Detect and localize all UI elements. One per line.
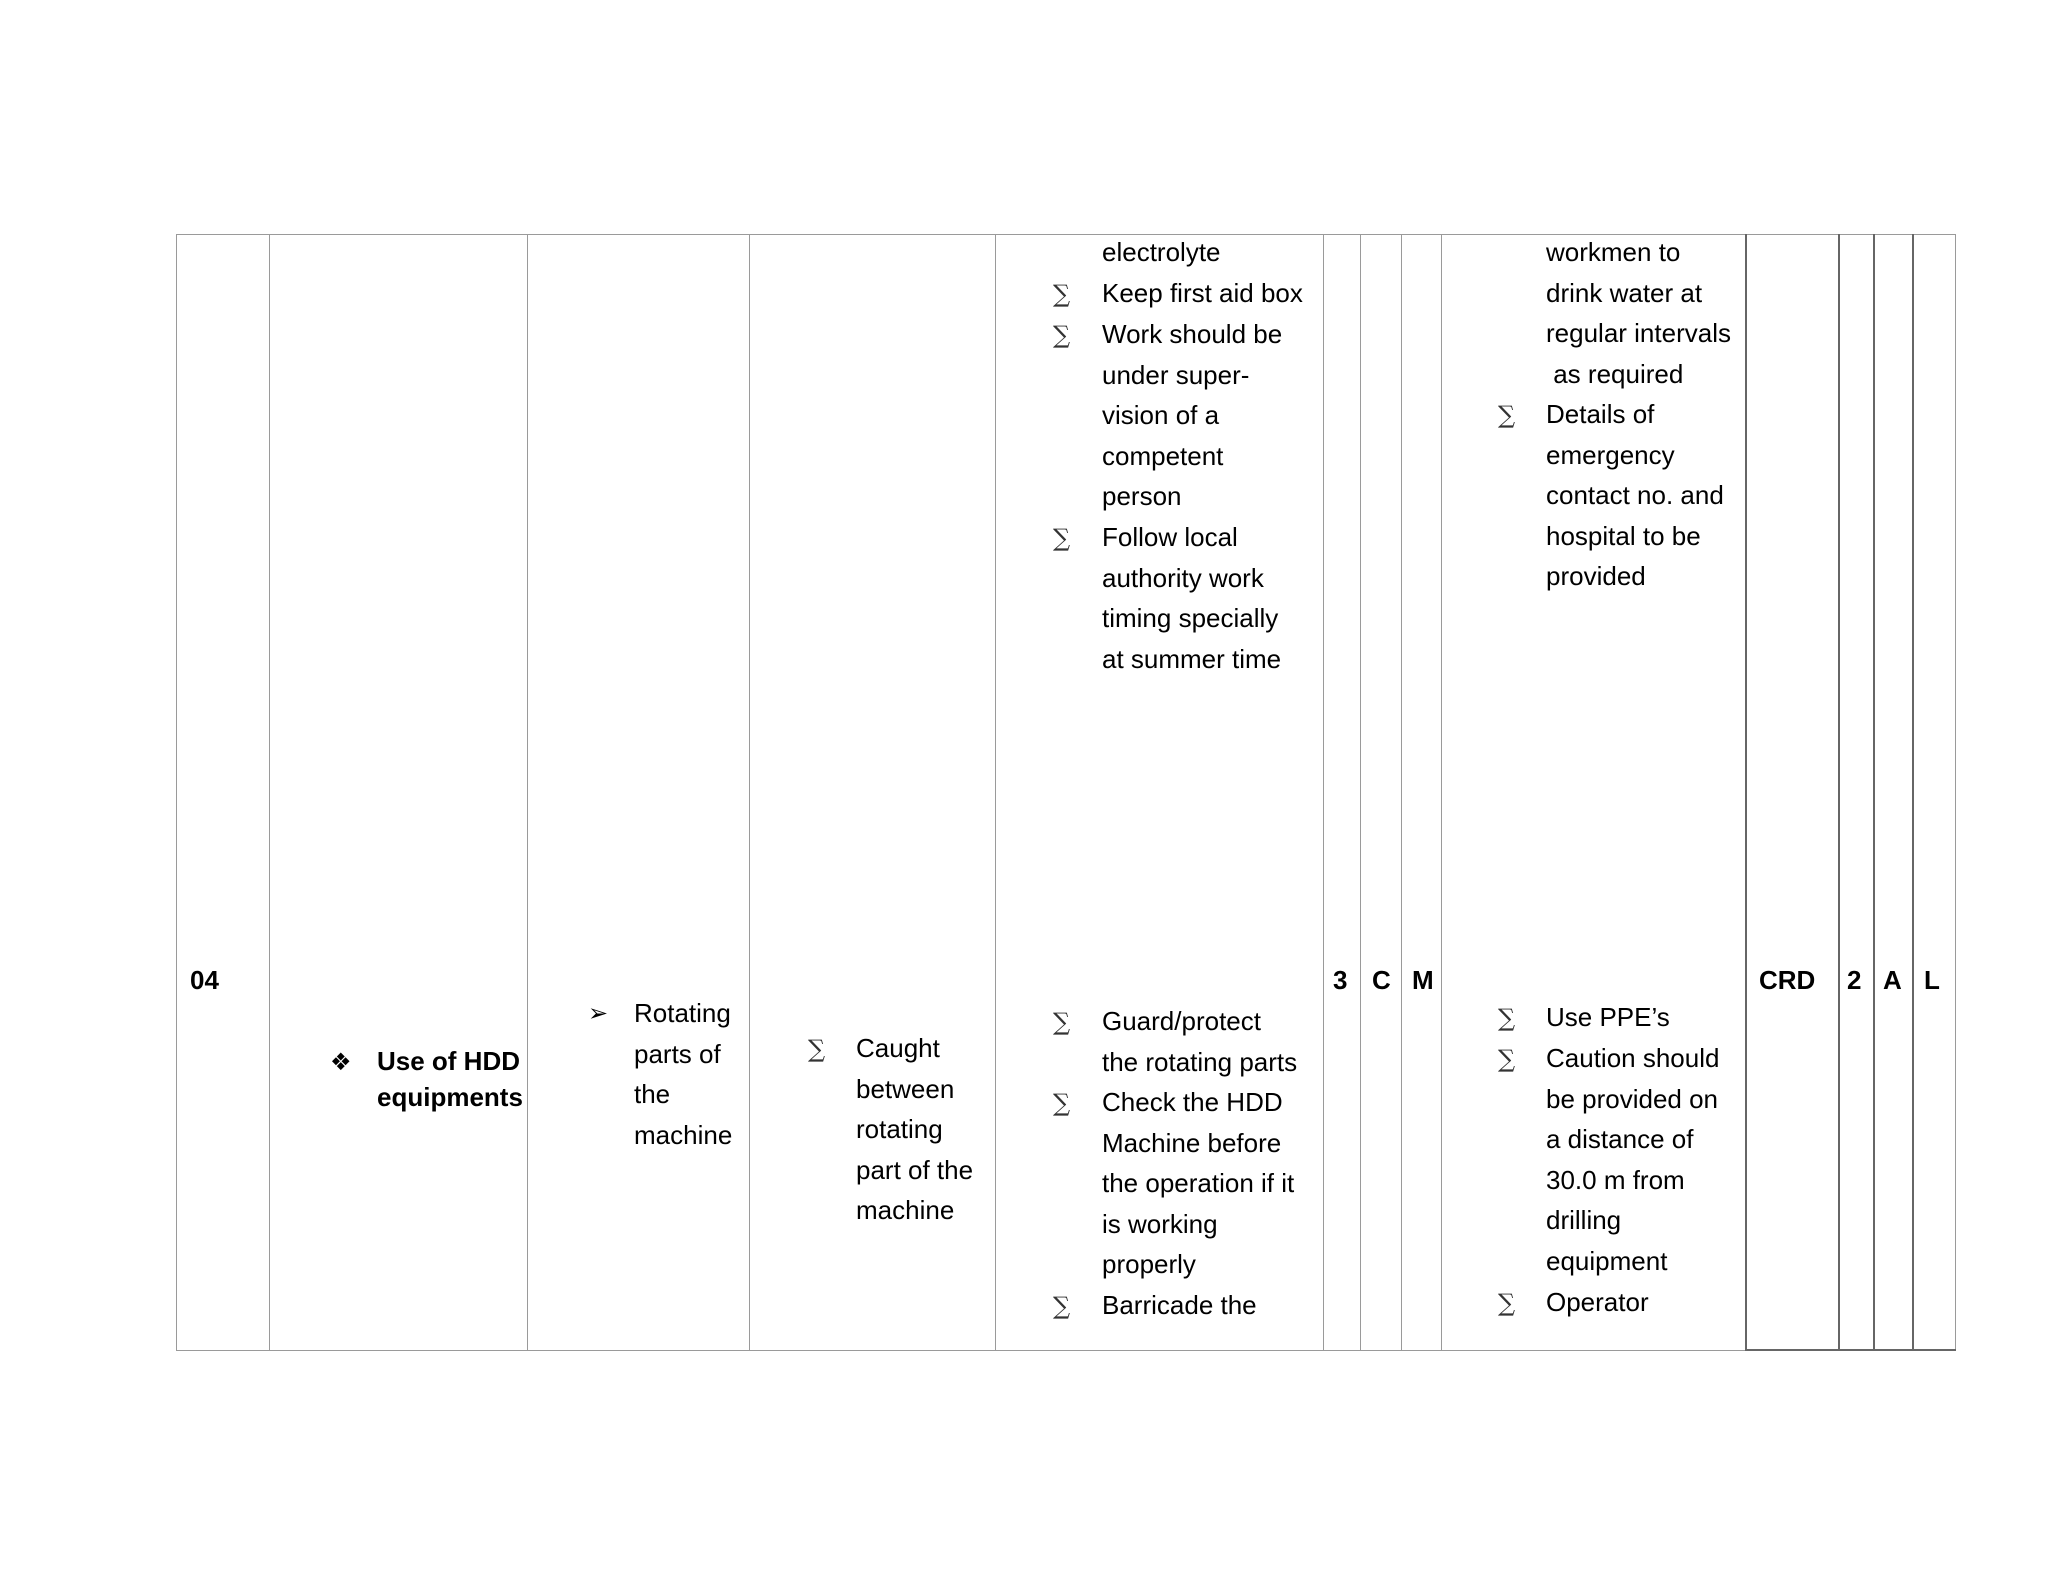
sigma-bullet-icon: ∑	[808, 1035, 826, 1063]
residual-risk-level: L	[1924, 965, 1940, 995]
column-divider	[527, 234, 528, 1351]
control-item: Work should be under super- vision of a competent person	[1102, 319, 1283, 511]
column-divider	[1323, 234, 1324, 1351]
column-divider	[1912, 234, 1914, 1351]
initial-likelihood: C	[1372, 965, 1391, 995]
control-item: Check the HDD Machine before the operation if it is working properly	[1102, 1087, 1295, 1279]
additional-continued-text: workmen to drink water at regular intervals as required	[1546, 237, 1731, 389]
row-bottom-border	[1745, 1349, 1956, 1351]
column-divider	[1360, 234, 1361, 1351]
sigma-bullet-icon: ∑	[1498, 1289, 1516, 1317]
sigma-bullet-icon: ∑	[1498, 1045, 1516, 1073]
controls-continued-line: electrolyte	[1102, 237, 1221, 267]
activity-text: Use of HDD equipments	[377, 1046, 523, 1112]
additional-item: Caution should be provided on a distance of 30.0 m from drilling equipment	[1546, 1043, 1720, 1276]
risk-text: Caught between rotating part of the machine	[856, 1033, 974, 1225]
sigma-bullet-icon: ∑	[1053, 1008, 1071, 1036]
control-item: Guard/protect the rotating parts	[1102, 1006, 1298, 1077]
column-divider	[749, 234, 750, 1351]
additional-item: Details of emergency contact no. and hospital to be provided	[1546, 399, 1724, 591]
column-divider	[1401, 234, 1402, 1351]
sigma-bullet-icon: ∑	[1498, 401, 1516, 429]
initial-risk-level: M	[1412, 965, 1434, 995]
sigma-bullet-icon: ∑	[1053, 1089, 1071, 1117]
column-divider	[1838, 234, 1840, 1351]
arrow-bullet-icon: ➢	[588, 999, 609, 1027]
column-divider	[1441, 234, 1442, 1351]
residual-likelihood: A	[1883, 965, 1902, 995]
control-item: Barricade the	[1102, 1290, 1257, 1320]
diamond-bullet-icon: ❖	[330, 1048, 352, 1076]
additional-item: Operator	[1546, 1287, 1649, 1317]
residual-severity: 2	[1847, 965, 1862, 995]
hazard-text: Rotating parts of the machine	[634, 998, 733, 1150]
control-item: Keep first aid box	[1102, 278, 1303, 308]
responsibility: CRD	[1759, 965, 1816, 995]
sigma-bullet-icon: ∑	[1053, 321, 1071, 349]
sigma-bullet-icon: ∑	[1053, 1292, 1071, 1320]
control-item: Follow local authority work timing specially at summer time	[1102, 522, 1282, 674]
initial-severity: 3	[1333, 965, 1348, 995]
sigma-bullet-icon: ∑	[1053, 524, 1071, 552]
sigma-bullet-icon: ∑	[1498, 1004, 1516, 1032]
sigma-bullet-icon: ∑	[1053, 280, 1071, 308]
additional-item: Use PPE’s	[1546, 1002, 1670, 1032]
column-divider	[995, 234, 996, 1351]
column-divider	[1745, 234, 1747, 1351]
column-divider	[1873, 234, 1875, 1351]
column-divider	[269, 234, 270, 1351]
row-number: 04	[190, 965, 219, 995]
